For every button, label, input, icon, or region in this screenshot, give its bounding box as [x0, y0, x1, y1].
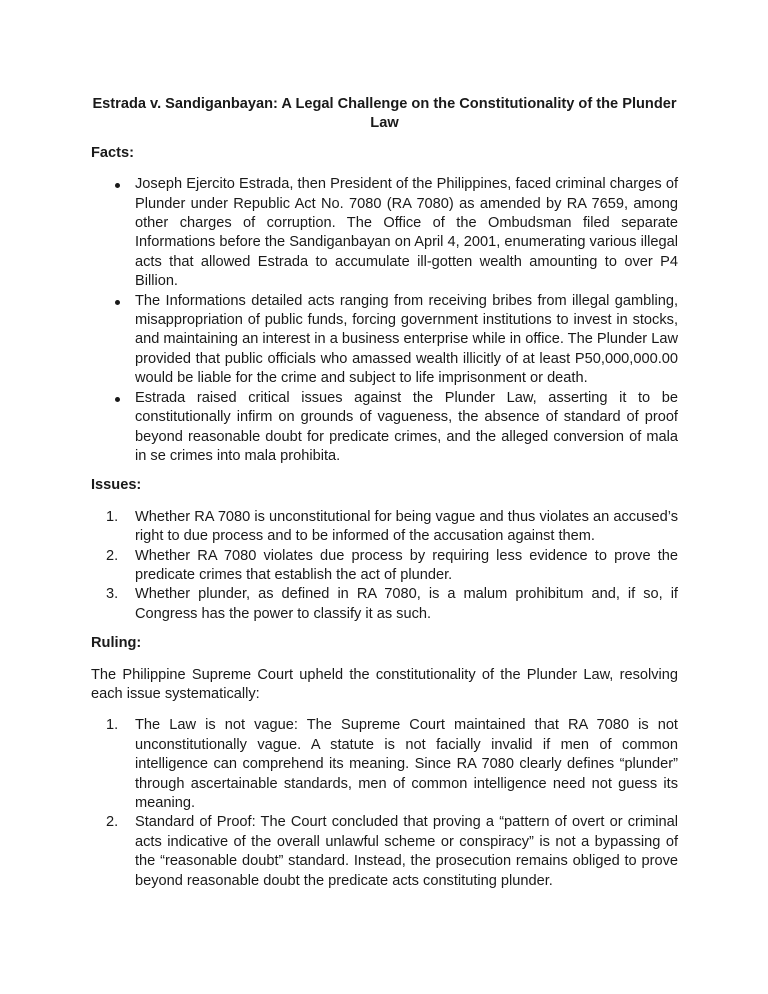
issue-item [91, 508, 678, 547]
issue-number: 2. [106, 547, 119, 564]
issues-heading: Issues: [91, 477, 142, 494]
facts-list [91, 175, 678, 466]
bullet-dot-icon [115, 300, 120, 305]
facts-bullet-item [91, 389, 678, 467]
issue-number: 1. [106, 508, 119, 525]
ruling-intro: The Philippine Supreme Court upheld the constitutionality of the Plunder Law, resolving each issue systematically: [91, 666, 678, 702]
issue-number: 3. [106, 586, 119, 603]
facts-bullet-text: The Informations detailed acts ranging from receiving bribes from illegal gambling, misappropriation of public funds, forcing government institutions to invest in stocks, and maintaining an interest in a business enterprise while in office. The Plunder Law provided that public officials who amassed wealth illicitly of at least P50,000,000.00 would be liable for the crime and subject to life imprisonment or death. [135, 292, 678, 387]
ruling-list [91, 716, 678, 891]
issue-item [91, 547, 678, 586]
issue-text: Whether plunder, as defined in RA 7080, is a malum prohibitum and, if so, if Congress has the power to classify it as such. [135, 586, 678, 622]
ruling-number: 1. [106, 717, 119, 734]
document-title: Estrada v. Sandiganbayan: A Legal Challenge on the Constitutionality of the Plunder Law [92, 96, 677, 132]
ruling-number: 2. [106, 814, 119, 831]
ruling-item [91, 716, 678, 813]
facts-bullet-text: Estrada raised critical issues against the Plunder Law, asserting it to be constitutionally infirm on grounds of vagueness, the absence of standard of proof beyond reasonable doubt for predicate crimes, and the alleged conversion of mala in se crimes into mala prohibita. [135, 389, 678, 464]
facts-bullet-item [91, 292, 678, 389]
bullet-dot-icon [115, 183, 120, 188]
facts-bullet-item [91, 175, 678, 291]
issue-item [91, 585, 678, 624]
issues-list [91, 508, 678, 624]
facts-heading: Facts: [91, 144, 134, 161]
bullet-dot-icon [115, 397, 120, 402]
issue-text: Whether RA 7080 violates due process by requiring less evidence to prove the predicate crimes that establish the act of plunder. [135, 547, 678, 583]
ruling-text: The Law is not vague: The Supreme Court maintained that RA 7080 is not unconstitutionally vague. A statute is not facially invalid if men of common intelligence can comprehend its meaning. Since RA 7080 clearly defines “plunder” through ascertainable standards, men of common intelligence need not guess its meaning. [135, 717, 678, 811]
facts-bullet-text: Joseph Ejercito Estrada, then President of the Philippines, faced criminal charges of Plunder under Republic Act No. 7080 (RA 7080) as amended by RA 7659, among other charges of corruption. The Office of the Ombudsman filed separate Informations before the Sandiganbayan on April 4, 2001, enumerating various illegal acts that allowed Estrada to accumulate ill-gotten wealth amounting to over P4 Billion. [135, 176, 678, 290]
document-page [91, 95, 678, 901]
issue-text: Whether RA 7080 is unconstitutional for being vague and thus violates an accused’s right to due process and to be informed of the accusation against them. [135, 508, 678, 545]
ruling-item [91, 813, 678, 891]
ruling-heading: Ruling: [91, 635, 142, 652]
ruling-text: Standard of Proof: The Court concluded that proving a “pattern of overt or criminal acts indicative of the overall unlawful scheme or conspiracy” is not a bypassing of the “reasonable doubt” standard. Instead, the prosecution remains obliged to prove beyond reasonable doubt the predicate acts constituting plunder. [135, 814, 678, 889]
